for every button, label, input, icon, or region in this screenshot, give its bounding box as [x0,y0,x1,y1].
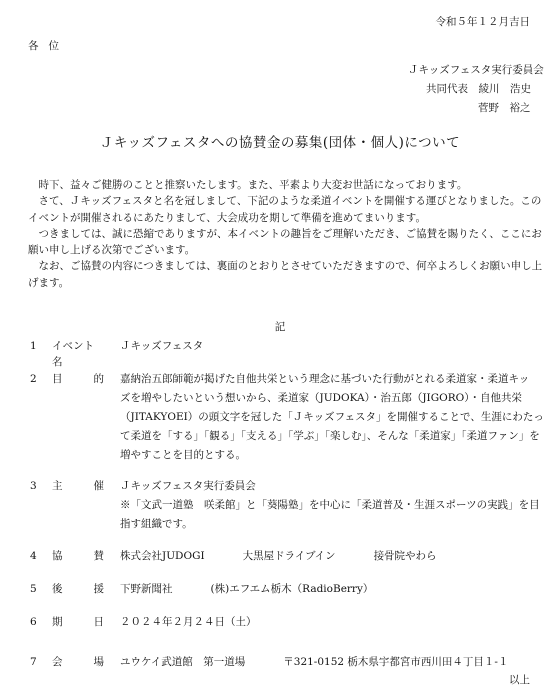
item-content [120,338,530,357]
item-number: 5 [30,583,37,595]
item-number: 6 [30,616,37,628]
representative-2: 菅野 裕之 [478,102,531,114]
item-content-entry: 株式会社JUDOGI [120,550,205,562]
item-content-line: ズを増やしたいという想いから、柔道家（JUDOKA）・治五郎（JIGORO）・自他共栄 [120,392,522,404]
item-label: 会 場 [52,656,104,668]
item-label: 協 賛 [52,550,104,562]
item-content [120,548,530,564]
item-number: 2 [30,373,37,385]
item-content [120,614,530,633]
item-label: 主 催 [52,480,104,492]
item-number: 4 [30,550,37,562]
organization-name: Ｊキッズフェスタ実行委員会 [408,64,544,76]
item-content-line: 嘉納治五郎師範が掲げた自他共栄という理念に基づいた行動がとれる柔道家・柔道キッ [120,373,530,385]
item-content-entry: 大黒屋ドライブイン [242,550,336,562]
item-content-line: 指す組織です。 [120,518,193,530]
item-content-entry: ユウケイ武道館 第一道場 [120,656,246,668]
item-content-entry: (株)エフエム栃木（RadioBerry） [210,583,374,595]
item-content [120,371,544,466]
item-content-entry: 〒321-0152 栃木県宇都宮市西川田４丁目１-１ [283,656,509,668]
body-text [28,177,543,291]
item-content-line: て柔道を「する」「観る」「支える」「学ぶ」「楽しむ」、そんな「柔道家」「柔道ファン」を [120,430,540,442]
item-number: 3 [30,480,37,492]
item-content-line: ２０２４年２月２４日（土） [120,616,257,628]
body-paragraph: なお、ご協賛の内容につきましては、裏面のとおりとさせていただきますので、何卒よろしくお願い申し上げます。 [28,260,543,289]
item-number: 1 [30,340,37,352]
document-date: 令和５年１２月吉日 [435,16,530,28]
item-content-line: ※「文武一道塾 咲柔館」と「葵陽塾」を中心に「柔道普及・生涯スポーツの実践」を目 [120,499,540,511]
item-content-line: Ｊキッズフェスタ実行委員会 [120,480,256,492]
item-label: 目 的 [52,373,104,385]
item-label: イベント名 [52,340,94,369]
item-content-entry: 下野新聞社 [120,583,173,595]
item-label: 後 援 [52,583,104,595]
recipient: 各位 [28,40,69,52]
item-label: 期 日 [52,616,104,628]
item-content-line: Ｊキッズフェスタ [120,340,204,352]
item-number: 7 [30,656,37,668]
body-paragraph: つきましては、誠に恐縮でありますが、本イベントの趣旨をご理解いただき、ご協賛を賜りたく、ここにお願い申し上げる次第でございます。 [28,227,542,257]
item-content [120,654,530,670]
item-content [120,581,530,597]
item-content-line: 増やすことを目的とする。 [120,449,246,461]
ki-marker: 記 [274,321,286,333]
item-content-line: （JITAKYOEI）の頭文字を冠した「Ｊキッズフェスタ」を開催することで、生涯にわたっ [120,411,544,423]
representative-1: 共同代表 綾川 浩史 [426,83,531,95]
document-title: Ｊキッズフェスタへの協賛金の募集(団体・個人)について [99,135,461,151]
closing-mark: 以上 [509,673,530,686]
body-paragraph: 時下、益々ご健勝のことと推察いたします。また、平素より大変お世話になっております。 [38,179,468,191]
item-content-entry: 接骨院やわら [373,550,437,562]
body-paragraph: さて、Ｊキッズフェスタと名を冠しまして、下記のような柔道イベントを開催する運びとなりました。このイベントが開催されるにあたりまして、大会成功を期して準備を進めてまいります。 [28,195,542,224]
item-content [120,478,540,535]
